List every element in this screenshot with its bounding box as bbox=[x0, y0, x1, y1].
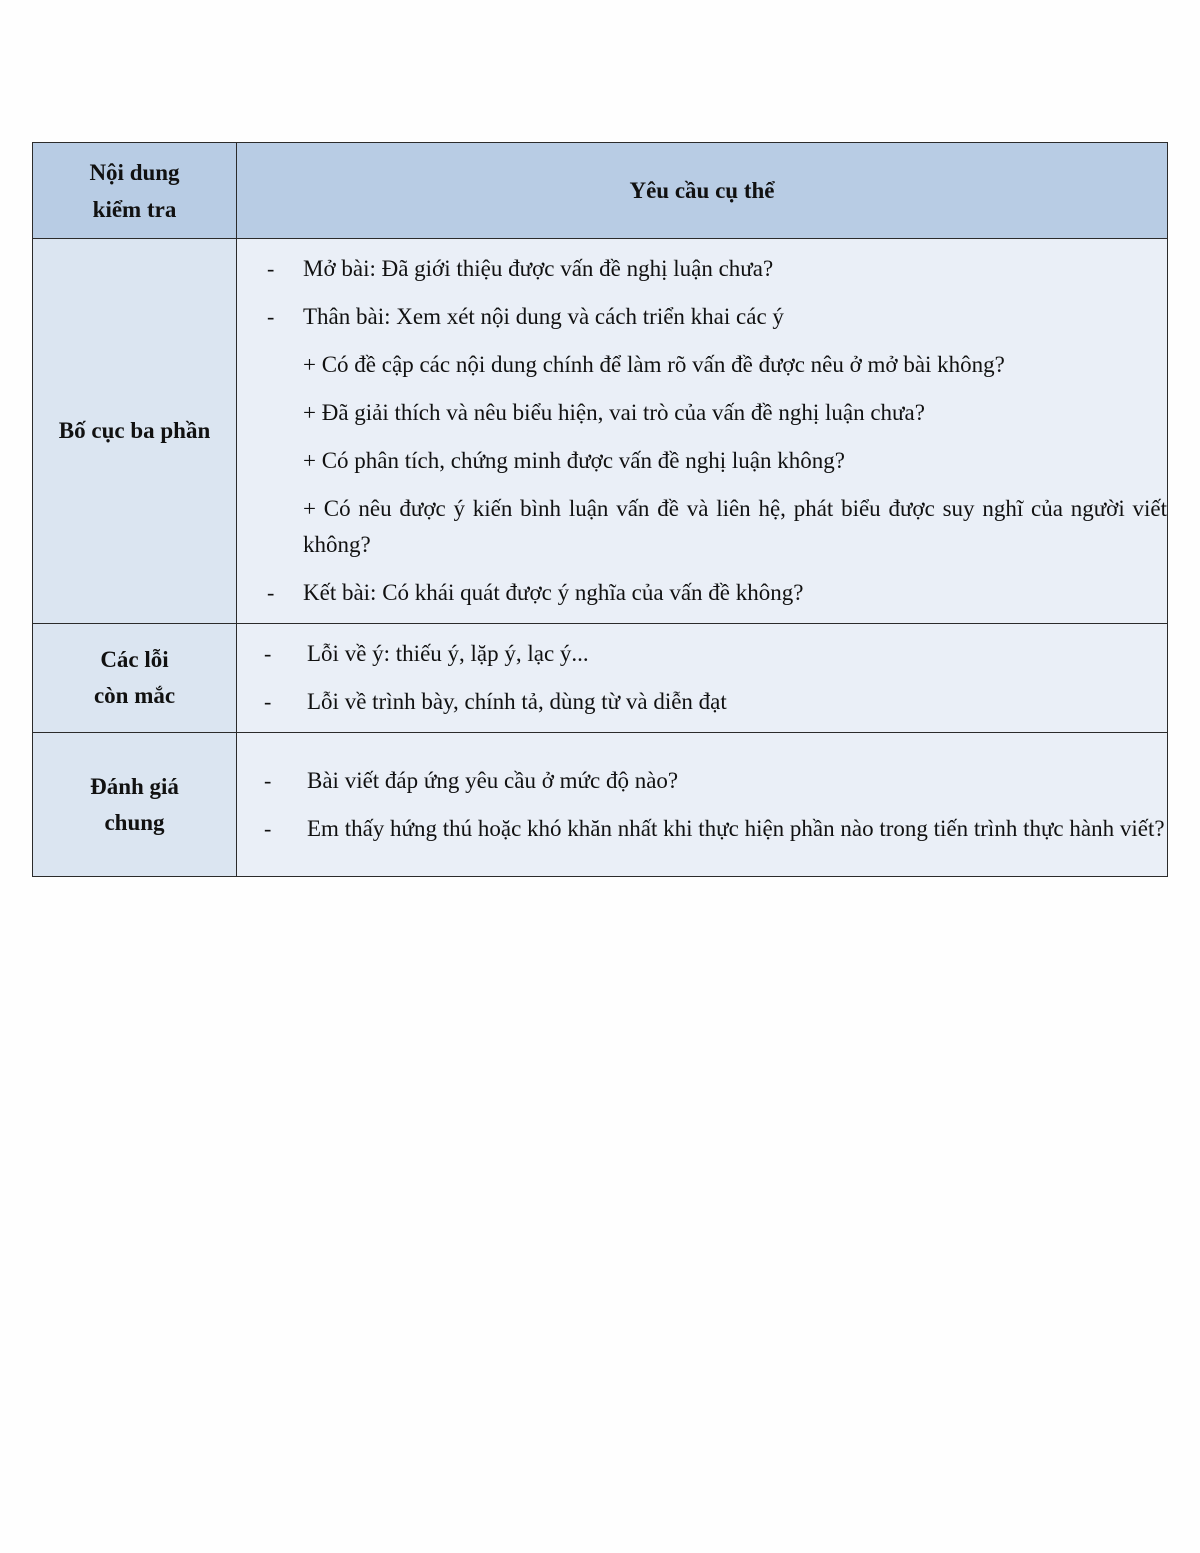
item-list bbox=[237, 636, 1167, 720]
bullet: - bbox=[264, 689, 272, 714]
bullet: - bbox=[267, 256, 275, 281]
sub-item: + Có đề cập các nội dung chính để làm rõ vấn đề được nêu ở mở bài không? bbox=[303, 352, 1005, 377]
header-requirements: Yêu cầu cụ thể bbox=[237, 143, 1168, 239]
list-item: - Thân bài: Xem xét nội dung và cách triển khai các ý bbox=[237, 299, 1167, 335]
row-structure bbox=[33, 239, 1168, 624]
sub-item: + Có nêu được ý kiến bình luận vấn đề và liên hệ, phát biểu được suy nghĩ của người viết không? bbox=[303, 496, 1167, 557]
list-item: - Mở bài: Đã giới thiệu được vấn đề nghị luận chưa? bbox=[237, 251, 1167, 287]
bullet: - bbox=[264, 641, 272, 666]
bullet: - bbox=[267, 580, 275, 605]
list-item: - Kết bài: Có khái quát được ý nghĩa của vấn đề không? bbox=[237, 575, 1167, 611]
sub-item: + Có phân tích, chứng minh được vấn đề nghị luận không? bbox=[303, 448, 845, 473]
row-content bbox=[237, 239, 1168, 624]
item-list bbox=[237, 251, 1167, 611]
row-label: Các lỗi còn mắc bbox=[33, 624, 237, 733]
row-content bbox=[237, 624, 1168, 733]
checklist-table bbox=[32, 142, 1168, 877]
bullet: - bbox=[264, 815, 272, 841]
row-label: Đánh giá chung bbox=[33, 733, 237, 877]
header-col1-line2: kiểm tra bbox=[92, 196, 177, 222]
list-item: - Em thấy hứng thú hoặc khó khăn nhất khi thực hiện phần nào trong tiến trình thực hành viết? bbox=[237, 811, 1167, 847]
list-item: - Bài viết đáp ứng yêu cầu ở mức độ nào? bbox=[237, 763, 1167, 799]
row-content bbox=[237, 733, 1168, 877]
list-item: - Lỗi về ý: thiếu ý, lặp ý, lạc ý... bbox=[237, 636, 1167, 672]
sub-item: + Đã giải thích và nêu biểu hiện, vai trò của vấn đề nghị luận chưa? bbox=[303, 400, 925, 425]
list-item: - Lỗi về trình bày, chính tả, dùng từ và diễn đạt bbox=[237, 684, 1167, 720]
bullet: - bbox=[267, 304, 275, 329]
header-content-check bbox=[33, 143, 237, 239]
row-errors bbox=[33, 624, 1168, 733]
row-label: Bố cục ba phần bbox=[33, 239, 237, 624]
header-col1-line1: Nội dung bbox=[89, 159, 180, 185]
item-list bbox=[237, 763, 1167, 847]
bullet: - bbox=[264, 767, 272, 793]
header-row bbox=[33, 143, 1168, 239]
row-overall bbox=[33, 733, 1168, 877]
